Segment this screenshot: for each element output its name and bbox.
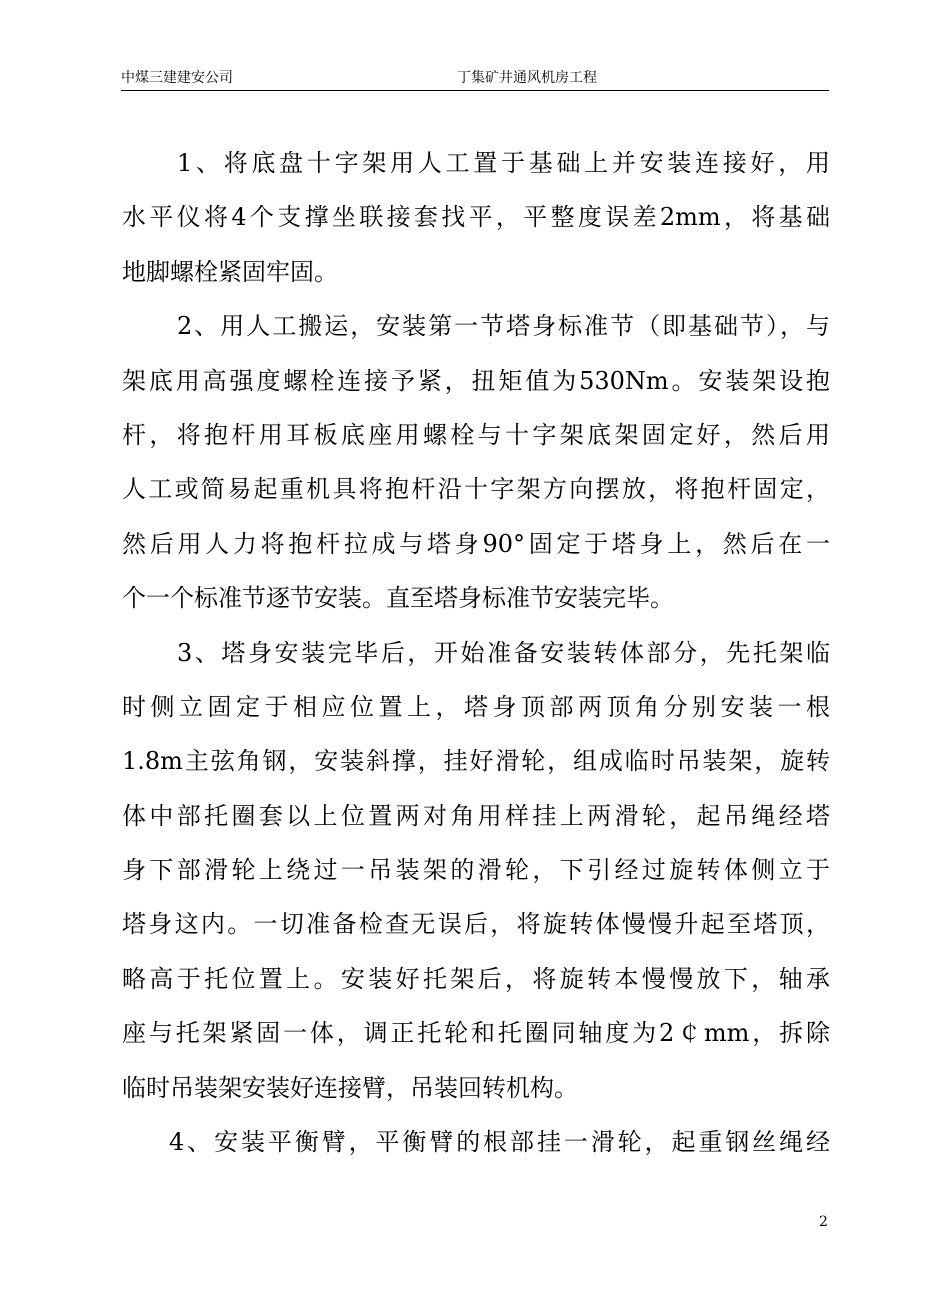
header-project-title: 丁集矿井通风机房工程 xyxy=(457,70,597,86)
paragraph-3-line-4: 体中部托圈套以上位置两对角用样挂上两滑轮，起吊绳经塔 xyxy=(122,801,830,830)
paragraph-2-line-1: 2、用人工搬运，安装第一节塔身标准节（即基础节），与 xyxy=(177,312,830,341)
paragraph-3-line-2: 时侧立固定于相应位置上，塔身顶部两顶角分别安装一根 xyxy=(122,692,830,721)
paragraph-4-line-1: 4、安装平衡臂，平衡臂的根部挂一滑轮，起重钢丝绳经 xyxy=(169,1128,830,1157)
document-body xyxy=(122,148,830,1181)
paragraph-3-line-5: 身下部滑轮上绕过一吊装架的滑轮，下引经过旋转体侧立于 xyxy=(122,856,830,885)
paragraph-3-line-6: 塔身这内。一切准备检查无误后，将旋转体慢慢升起至塔顶， xyxy=(122,910,830,939)
paragraph-1-line-2: 水平仪将4个支撑坐联接套找平，平整度误差2mm，将基础 xyxy=(122,203,830,232)
paragraph-2-line-5: 然后用人力将抱杆拉成与塔身90°固定于塔身上，然后在一 xyxy=(122,529,830,558)
paragraph-2-line-4: 人工或简易起重机具将抱杆沿十字架方向摆放，将抱杆固定， xyxy=(122,475,830,504)
paragraph-2-line-2: 架底用高强度螺栓连接予紧，扭矩值为530Nm。安装架设抱 xyxy=(122,366,830,395)
paragraph-3-line-9: 临时吊装架安装好连接臂，吊装回转机构。 xyxy=(122,1073,578,1102)
header-company: 中煤三建建安公司 xyxy=(121,70,233,86)
paragraph-3-line-7: 略高于托位置上。安装好托架后，将旋转本慢慢放下，轴承 xyxy=(122,964,830,993)
paragraph-3-line-3: 1.8m主弦角钢，安装斜撑，挂好滑轮，组成临时吊装架，旋转 xyxy=(122,747,830,776)
paragraph-1-line-1: 1、将底盘十字架用人工置于基础上并安装连接好，用 xyxy=(177,149,830,177)
paragraph-3-line-1: 3、塔身安装完毕后，开始准备安装转体部分，先托架临 xyxy=(177,638,830,667)
page-number: 2 xyxy=(819,1214,828,1230)
paragraph-2-line-6: 个一个标准节逐节安装。直至塔身标准节安装完毕。 xyxy=(122,584,674,613)
paragraph-3-line-8: 座与托架紧固一体，调正托轮和托圈同轴度为2￠mm，拆除 xyxy=(122,1019,830,1048)
paragraph-2-line-3: 杆，将抱杆用耳板底座用螺栓与十字架底架固定好，然后用 xyxy=(122,420,830,449)
page-header xyxy=(121,66,829,91)
paragraph-1-line-3: 地脚螺栓紧固牢固。 xyxy=(122,257,338,286)
